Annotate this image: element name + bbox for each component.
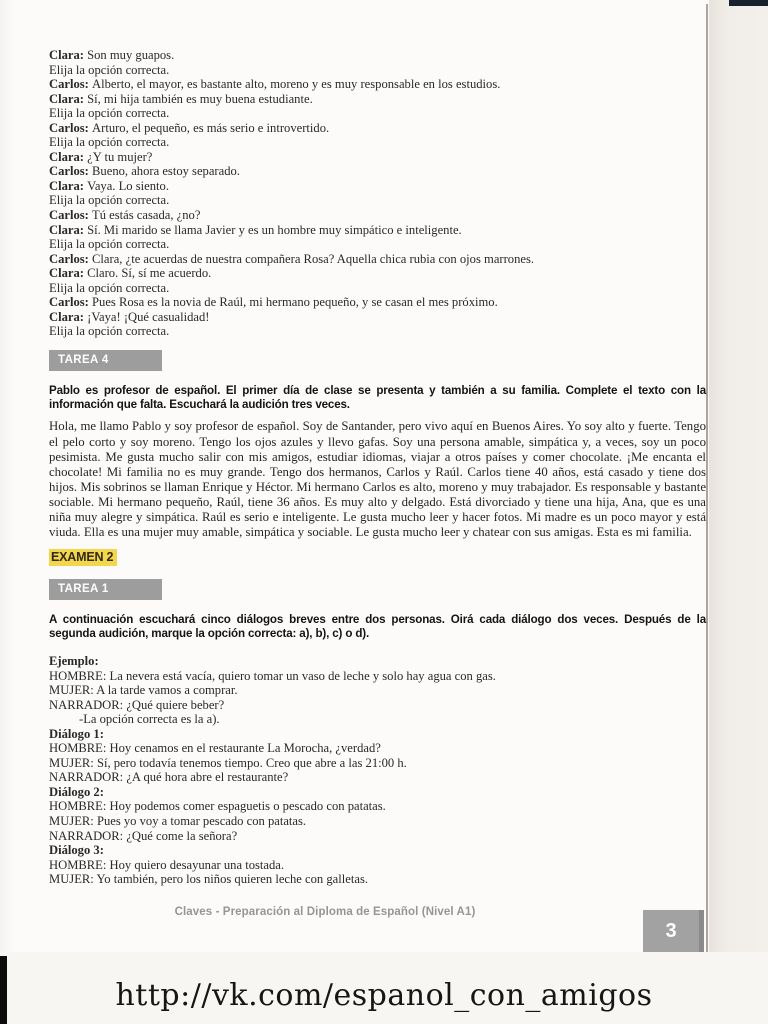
speaker-name: NARRADOR: xyxy=(49,770,127,785)
exam-dialogue-line: HOMBRE: Hoy quiero desayunar una tostada. xyxy=(49,857,285,872)
scan-dark-corner xyxy=(729,0,768,6)
dialogue-line: Clara: Son muy guapos. xyxy=(49,48,175,62)
exam-dialogue-line: NARRADOR: ¿Qué quiere beber? xyxy=(49,697,225,712)
exam-dialogue-line xyxy=(49,654,706,669)
exam-dialogue-line: HOMBRE: La nevera está vacía, quiero tomar un vaso de leche y solo hay agua con gas. xyxy=(49,668,496,683)
speaker-name: Carlos: xyxy=(49,251,93,266)
dialogue-line: Elija la opción correcta. xyxy=(49,62,170,77)
dialogue-line: Clara: Sí, mi hija también es muy buena estudiante. xyxy=(49,91,313,106)
pablo-presentation-paragraph: Hola, me llamo Pablo y soy profesor de español. Soy de Santander, pero vivo aquí en Buenos Aires. Yo soy alto y fuerte. Tengo el pelo corto y soy moreno. Tengo los ojos azules y llevo gafas. Soy una persona amable, simpática y, a veces, soy un poco pesimista. Me gusta mucho salir con mis amigos, estudiar idiomas, viajar a otros países y comer chocolate. ¡Me encanta el chocolate! Mi familia no es muy grande. Tengo dos hermanos, Carlos y Raúl. Carlos tiene 40 años, está casado y tiene dos hijos. Mis sobrinos se llaman Enrique y Héctor. Mi hermano Carlos es alto, moreno y muy trabajador. Es responsable y bastante sociable. Mi hermano pequeño, Raúl, tiene 36 años. Es muy alto y delgado. Está divorciado y tiene una hija, Ana, que es una niña muy alegre y simpática. Raúl es serio e inteligente. Le gusta mucho leer y hacer fotos. Mi madre es un poco mayor y está viuda. Ella es una mujer muy amable, simpática y sociable. Le gusta mucho leer y chatear con sus amigas. Esta es mi familia. xyxy=(49,419,706,540)
page-content xyxy=(49,48,706,887)
dialogue-line: Carlos: Bueno, ahora estoy separado. xyxy=(49,164,240,179)
tarea-4-label: TAREA 4 xyxy=(58,353,109,366)
exam-dialogue-line: MUJER: Sí, pero todavía tenemos tiempo. Creo que abre a las 21:00 h. xyxy=(49,755,407,770)
tarea-1-label: TAREA 1 xyxy=(58,582,109,595)
speaker-name: Clara: xyxy=(49,149,88,164)
exam-dialogue-line: MUJER: Yo también, pero los niños quieren leche con galletas. xyxy=(49,872,368,887)
dialogue-line: Clara: Vaya. Lo siento. xyxy=(49,178,169,193)
speaker-name: Carlos: xyxy=(49,295,93,310)
speaker-name: Clara: xyxy=(49,309,88,324)
tarea-4-instruction: Pablo es profesor de español. El primer día de clase se presenta y también a su familia. Complete el texto con la información que falta. Escuchará la audición tres veces. xyxy=(49,383,706,412)
dialogue-heading: Diálogo 3: xyxy=(49,843,104,858)
speaker-name: Clara: xyxy=(49,266,88,281)
exam-dialogue-line xyxy=(49,727,706,742)
dialogue-heading: Diálogo 2: xyxy=(49,784,104,799)
speaker-name: Clara: xyxy=(49,48,88,62)
dialogue-line: Carlos: Alberto, el mayor, es bastante alto, moreno y es muy responsable en los estudios. xyxy=(49,77,501,92)
examen-2-dialogue-block xyxy=(49,654,706,887)
speaker-name: HOMBRE: xyxy=(49,857,110,872)
footer-book-title: Claves - Preparación al Diploma de Español (Nivel A1) xyxy=(174,906,476,918)
speaker-name: MUJER: xyxy=(49,683,97,698)
exam-dialogue-line xyxy=(49,843,706,858)
dialogue-line: Elija la opción correcta. xyxy=(49,237,170,252)
speaker-name: Clara: xyxy=(49,91,88,106)
speaker-name: Carlos: xyxy=(49,208,93,223)
dialogue-line: Carlos: Clara, ¿te acuerdas de nuestra compañera Rosa? Aquella chica rubia con ojos marrones. xyxy=(49,251,535,266)
speaker-name: NARRADOR: xyxy=(49,697,127,712)
speaker-name: HOMBRE: xyxy=(49,741,110,756)
speaker-name: Carlos: xyxy=(49,120,93,135)
page-number-badge xyxy=(643,910,704,952)
speaker-name: NARRADOR: xyxy=(49,828,127,843)
dialogue-line: Elija la opción correcta. xyxy=(49,135,170,150)
dialogue-heading: Diálogo 1: xyxy=(49,726,104,741)
speaker-name: HOMBRE: xyxy=(49,668,110,683)
speaker-name: Clara: xyxy=(49,178,88,193)
exam-dialogue-line: NARRADOR: ¿Qué come la señora? xyxy=(49,828,238,843)
exam-dialogue-line: MUJER: Pues yo voy a tomar pescado con patatas. xyxy=(49,814,307,829)
speaker-name: MUJER: xyxy=(49,755,97,770)
exam-dialogue-line: NARRADOR: ¿A qué hora abre el restaurante? xyxy=(49,770,289,785)
exam-dialogue-line: HOMBRE: Hoy cenamos en el restaurante La Morocha, ¿verdad? xyxy=(49,741,381,756)
speaker-name: Carlos: xyxy=(49,77,93,92)
dialogue-line: Carlos: Pues Rosa es la novia de Raúl, mi hermano pequeño, y se casan el mes próximo. xyxy=(49,295,498,310)
exam-dialogue-line xyxy=(49,785,706,800)
page-edge-line xyxy=(706,4,708,952)
scan-background-strip xyxy=(709,0,768,952)
dialogue-line: Clara: Sí. Mi marido se llama Javier y es un hombre muy simpático e inteligente. xyxy=(49,222,462,237)
speaker-name: Carlos: xyxy=(49,164,93,179)
dialogue-line: Clara: ¡Vaya! ¡Qué casualidad! xyxy=(49,309,210,324)
exam-dialogue-line: MUJER: A la tarde vamos a comprar. xyxy=(49,683,238,698)
tarea-1-header xyxy=(49,579,162,600)
page-number: 3 xyxy=(665,920,677,942)
dialogue-heading: Ejemplo: xyxy=(49,654,99,668)
dialogue-line: Carlos: Arturo, el pequeño, es más serio e introvertido. xyxy=(49,120,330,135)
speaker-name: MUJER: xyxy=(49,814,97,829)
dialogue-line: Elija la opción correcta. xyxy=(49,280,170,295)
dialogue-line: Carlos: Tú estás casada, ¿no? xyxy=(49,208,201,223)
dialogue-line: Clara: Claro. Sí, sí me acuerdo. xyxy=(49,266,212,281)
exam-dialogue-line: HOMBRE: Hoy podemos comer espaguetis o pescado con patatas. xyxy=(49,799,386,814)
tarea3-dialogue-block xyxy=(49,48,706,339)
dialogue-line: Elija la opción correcta. xyxy=(49,193,170,208)
dialogue-line: Clara: ¿Y tu mujer? xyxy=(49,149,153,164)
dialogue-line: Elija la opción correcta. xyxy=(49,324,170,339)
examen-2-heading: EXAMEN 2 xyxy=(49,549,117,566)
tarea-1-instruction: A continuación escuchará cinco diálogos breves entre dos personas. Oirá cada diálogo dos veces. Después de la segunda audición, marque la opción correcta: a), b), c) o d). xyxy=(49,612,706,640)
speaker-name: MUJER: xyxy=(49,872,97,887)
exam-dialogue-line: -La opción correcta es la a). xyxy=(79,712,220,727)
speaker-name: Clara: xyxy=(49,222,88,237)
tarea-4-header xyxy=(49,350,162,371)
speaker-name: HOMBRE: xyxy=(49,799,110,814)
dialogue-line: Elija la opción correcta. xyxy=(49,106,170,121)
watermark-url: http://vk.com/espanol_con_amigos xyxy=(115,978,653,1013)
